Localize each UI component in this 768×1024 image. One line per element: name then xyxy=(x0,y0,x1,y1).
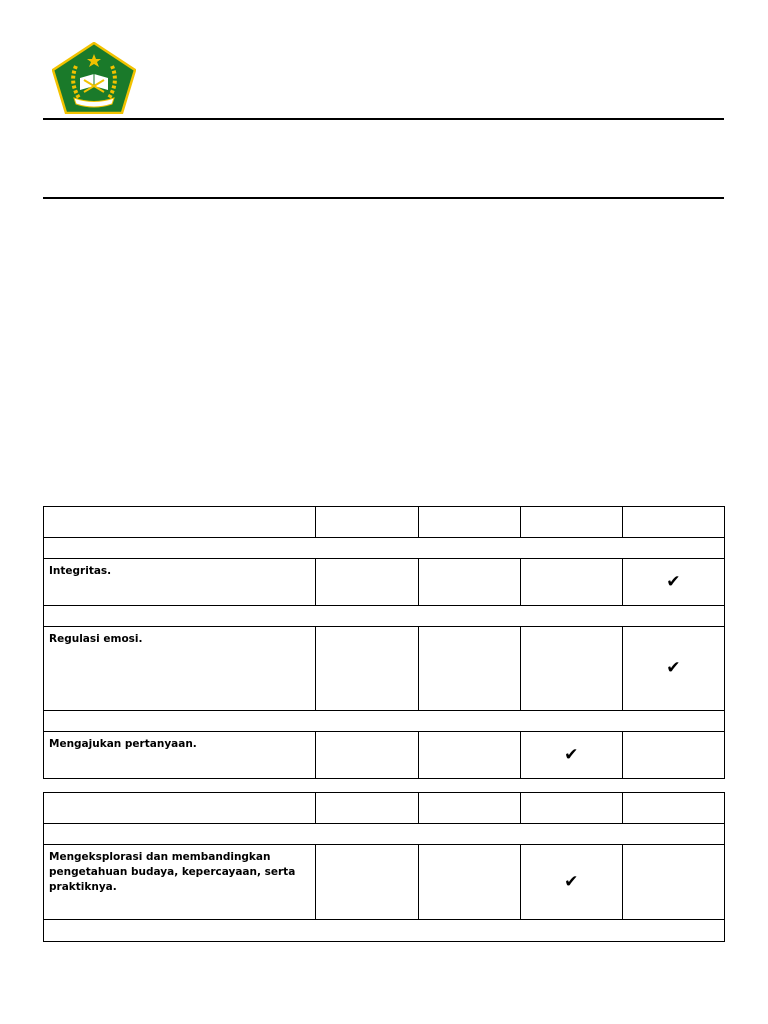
header-cell xyxy=(520,507,622,538)
item-label: Regulasi emosi. xyxy=(44,627,316,711)
header-cell xyxy=(622,793,724,824)
header-cell xyxy=(418,793,520,824)
section-row xyxy=(44,920,725,942)
section-cell xyxy=(44,824,725,845)
check-mark-icon: ✔ xyxy=(622,627,724,711)
score-cell xyxy=(316,732,418,779)
header-cell xyxy=(520,793,622,824)
check-mark-icon: ✔ xyxy=(520,732,622,779)
header-cell xyxy=(316,507,418,538)
header-cell xyxy=(622,507,724,538)
header-rule-bottom xyxy=(43,197,724,199)
header-cell xyxy=(44,507,316,538)
section-cell xyxy=(44,711,725,732)
header-cell xyxy=(316,793,418,824)
table-row xyxy=(44,627,725,711)
score-cell xyxy=(316,845,418,920)
table-header-row xyxy=(44,507,725,538)
item-label: Mengeksplorasi dan membandingkan pengetahuan budaya, kepercayaan, serta praktiknya. xyxy=(44,845,316,920)
score-cell xyxy=(520,627,622,711)
table-header-row xyxy=(44,793,725,824)
assessment-table-2 xyxy=(43,792,725,942)
score-cell xyxy=(520,559,622,606)
table-row xyxy=(44,732,725,779)
header-cell xyxy=(44,793,316,824)
score-cell xyxy=(622,732,724,779)
table-row xyxy=(44,845,725,920)
score-cell xyxy=(418,845,520,920)
item-label: Mengajukan pertanyaan. xyxy=(44,732,316,779)
header-rule-top xyxy=(43,118,724,120)
assessment-table-1 xyxy=(43,506,725,779)
score-cell xyxy=(418,627,520,711)
table-row xyxy=(44,559,725,606)
score-cell xyxy=(316,627,418,711)
score-cell xyxy=(418,732,520,779)
score-cell xyxy=(418,559,520,606)
check-mark-icon: ✔ xyxy=(520,845,622,920)
section-row xyxy=(44,606,725,627)
check-mark-icon: ✔ xyxy=(622,559,724,606)
section-cell xyxy=(44,538,725,559)
header-cell xyxy=(418,507,520,538)
section-row xyxy=(44,824,725,845)
score-cell xyxy=(622,845,724,920)
section-row xyxy=(44,711,725,732)
item-label: Integritas. xyxy=(44,559,316,606)
section-cell xyxy=(44,920,725,942)
section-cell xyxy=(44,606,725,627)
section-row xyxy=(44,538,725,559)
score-cell xyxy=(316,559,418,606)
ministry-emblem-icon xyxy=(52,42,136,114)
